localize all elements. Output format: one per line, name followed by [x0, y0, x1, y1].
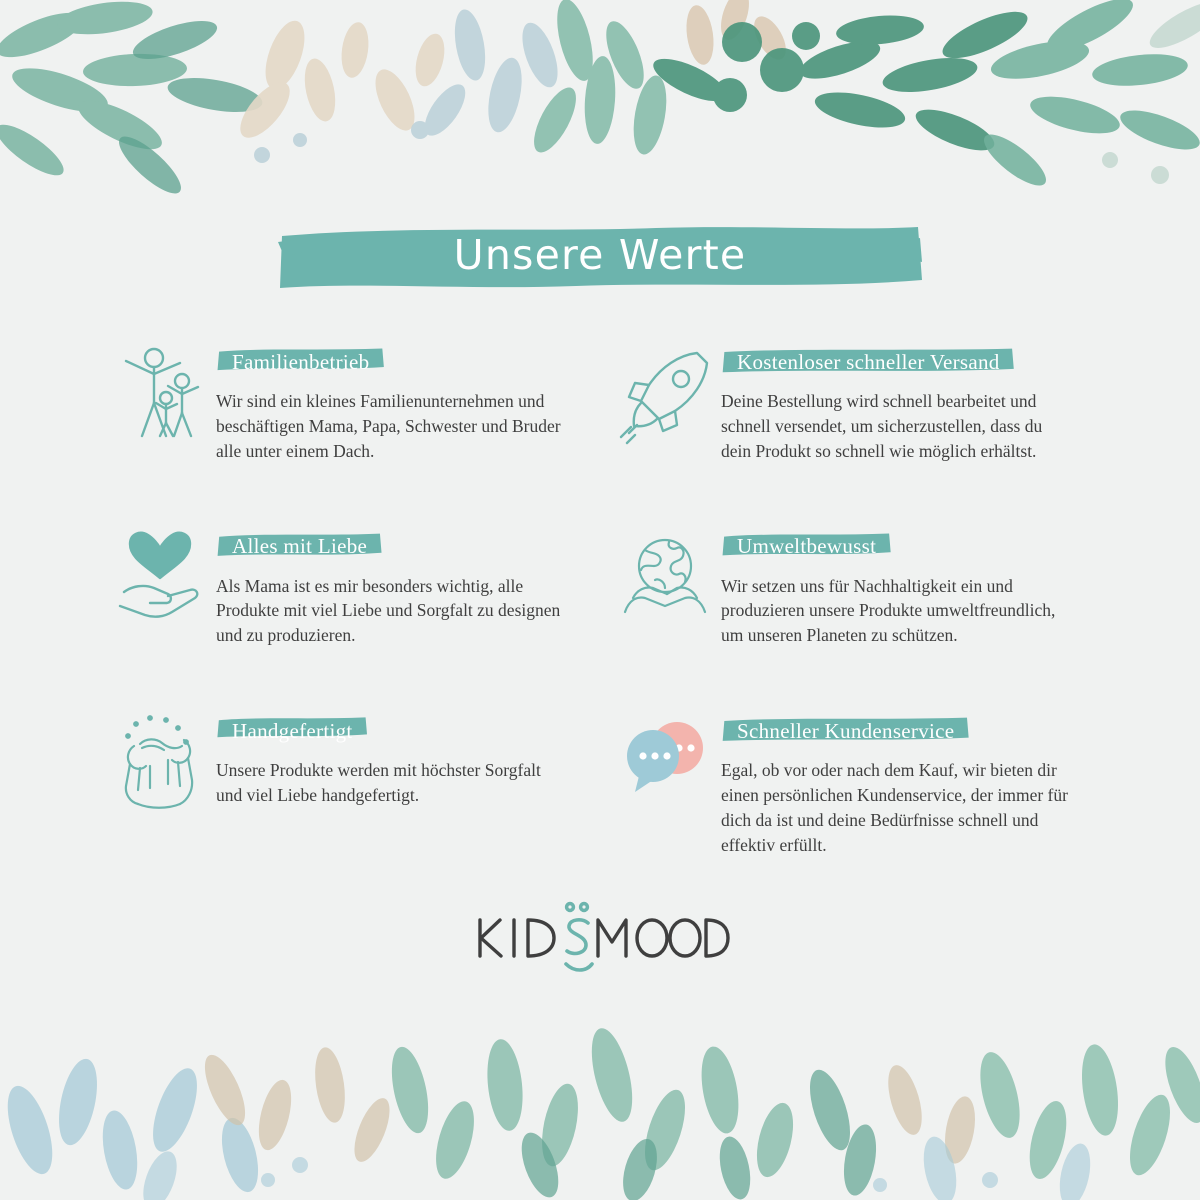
values-grid	[104, 335, 1104, 857]
feature-item	[609, 335, 1104, 464]
feature-description: Wir setzen uns für Nachhaltigkeit ein und produzieren unsere Produkte umweltfreundlich, um unseren Planeten zu schützen.	[721, 575, 1056, 646]
feature-item	[609, 520, 1104, 649]
feature-label: Handgefertigt	[232, 718, 353, 743]
feature-description: Wir sind ein kleines Familienunternehmen und beschäftigen Mama, Papa, Schwester und Bruder alle unter einem Dach.	[216, 391, 561, 461]
feature-label-banner	[216, 347, 385, 379]
bottom-foliage-decoration	[0, 990, 1200, 1200]
top-foliage-decoration	[0, 0, 1200, 215]
feature-description: Deine Bestellung wird schnell bearbeitet und schnell versendet, um sicherzustellen, dass du dein Produkt so schnell wie möglich erhältst.	[721, 391, 1043, 461]
feature-label-banner	[721, 716, 970, 748]
feature-description: Als Mama ist es mir besonders wichtig, alle Produkte mit viel Liebe und Sorgfalt zu designen und zu produzieren.	[216, 575, 561, 646]
rocket-icon	[609, 335, 721, 447]
globe-in-hands-icon	[609, 520, 721, 632]
feature-label: Schneller Kundenservice	[737, 718, 955, 743]
feature-description: Egal, ob vor oder nach dem Kauf, wir bieten dir einen persönlichen Kundenservice, der immer für dich da ist und deine Bedürfnisse schnell und effektiv erfüllt.	[721, 760, 1068, 855]
feature-label-banner	[721, 347, 1016, 379]
feature-item	[104, 704, 609, 857]
feature-label: Familienbetrieb	[232, 349, 370, 374]
feature-label: Kostenloser schneller Versand	[737, 349, 1000, 374]
chat-bubbles-icon	[609, 704, 721, 816]
page-title: Unsere Werte	[453, 231, 747, 279]
feature-item	[609, 704, 1104, 857]
handcraft-hands-icon	[104, 704, 216, 816]
heart-in-hand-icon	[104, 520, 216, 632]
brand-logo-block	[0, 900, 1200, 978]
feature-item	[104, 520, 609, 649]
feature-item	[104, 335, 609, 464]
feature-label: Umweltbewusst	[737, 534, 877, 559]
feature-label: Alles mit Liebe	[232, 534, 368, 559]
page-title-banner	[0, 222, 1200, 292]
kidsmood-logo	[470, 900, 730, 978]
feature-label-banner	[216, 532, 383, 564]
feature-description: Unsere Produkte werden mit höchster Sorgfalt und viel Liebe handgefertigt.	[216, 760, 541, 805]
feature-label-banner	[721, 532, 892, 564]
family-icon	[104, 335, 216, 447]
feature-label-banner	[216, 716, 369, 748]
